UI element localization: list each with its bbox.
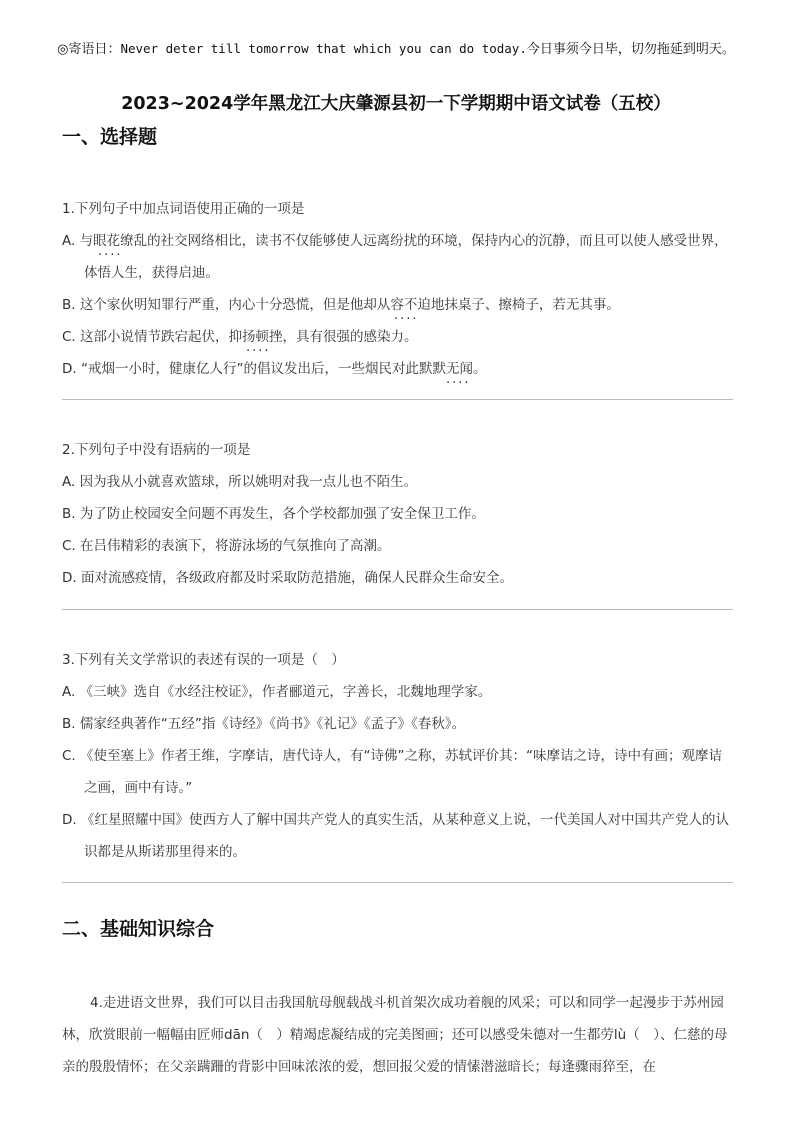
option-b: B. 这个家伙明知罪行严重，内心十分恐慌，但是他却从容不迫地抹桌子、擦椅子，若无其事。	[62, 297, 620, 313]
question-1	[62, 193, 734, 385]
option-d: D. 《红星照耀中国》使西方人了解中国共产党人的真实生活，从某种意义上说，一代美国人对中国共产党人的认识都是从斯诺那里得来的。	[62, 812, 729, 860]
emphasis-dots: ····	[98, 248, 123, 263]
option-c: C. 《使至塞上》作者王维，字摩诘，唐代诗人，有“诗佛”之称，苏轼评价其：“味摩诘之诗，诗中有画；观摩诘之画，画中有诗。”	[62, 748, 722, 796]
divider	[62, 609, 733, 610]
section-heading-basics: 二、基础知识综合	[62, 918, 215, 940]
option-c: C. 这部小说情节跌宕起伏，抑扬顿挫，具有很强的感染力。	[62, 329, 418, 345]
exam-title: 2023~2024学年黑龙江大庆肇源县初一下学期期中语文试卷（五校）	[121, 94, 671, 114]
section-heading-choice: 一、选择题	[62, 126, 158, 148]
divider	[62, 882, 733, 883]
option-d: D. 面对流感疫情，各级政府都及时采取防范措施，确保人民群众生命安全。	[62, 570, 513, 586]
question-3	[62, 644, 734, 868]
motto-line	[0, 38, 792, 57]
option-b: B. 儒家经典著作“五经”指《诗经》《尚书》《礼记》《孟子》《春秋》。	[62, 716, 466, 732]
question-stem: 3.下列有关文学常识的表述有误的一项是（ ）	[62, 652, 345, 668]
option-c: C. 在吕伟精彩的表演下，将游泳场的气氛推向了高潮。	[62, 538, 391, 554]
motto-chinese: 今日事须今日毕，切勿拖延到明天。	[526, 42, 735, 57]
motto-prefix: ◎寄语日：	[57, 42, 121, 57]
motto-english: Never deter till tomorrow that which you can do today.	[120, 41, 527, 56]
question-2	[62, 434, 734, 594]
question-4-passage: 4.走进语文世界，我们可以目击我国航母舰载战斗机首架次成功着舰的风采；可以和同学一起漫步于苏州园林，欣赏眼前一幅幅由匠师dān（ ）精竭虑凝结成的完美图画；还可以感受朱德对一生都劳lù（ ）、仁慈的母亲的殷殷情怀；在父亲蹒跚的背影中回味浓浓的爱，想回报父爱的情愫潜滋暗长；每逢骤雨猝至，在	[62, 995, 728, 1075]
emphasis-dots: ····	[394, 312, 419, 327]
emphasis-dots: ····	[246, 344, 271, 359]
option-a: A. 与眼花缭乱的社交网络相比，读书不仅能够使人远离纷扰的环境，保持内心的沉静，而且可以使人感受世界，体悟人生，获得启迪。	[62, 233, 728, 281]
option-b: B. 为了防止校园安全问题不再发生，各个学校都加强了安全保卫工作。	[62, 506, 485, 522]
emphasis-dots: ····	[446, 376, 471, 391]
divider	[62, 399, 733, 400]
question-stem: 2.下列句子中没有语病的一项是	[62, 442, 251, 458]
question-stem: 1.下列句子中加点词语使用正确的一项是	[62, 201, 305, 217]
option-a: A. 《三峡》选自《水经注校证》，作者郦道元，字善长，北魏地理学家。	[62, 684, 492, 700]
option-a: A. 因为我从小就喜欢篮球，所以姚明对我一点儿也不陌生。	[62, 474, 418, 490]
option-d: D. “戒烟一小时，健康亿人行”的倡议发出后，一些烟民对此默默无闻。	[62, 361, 487, 377]
